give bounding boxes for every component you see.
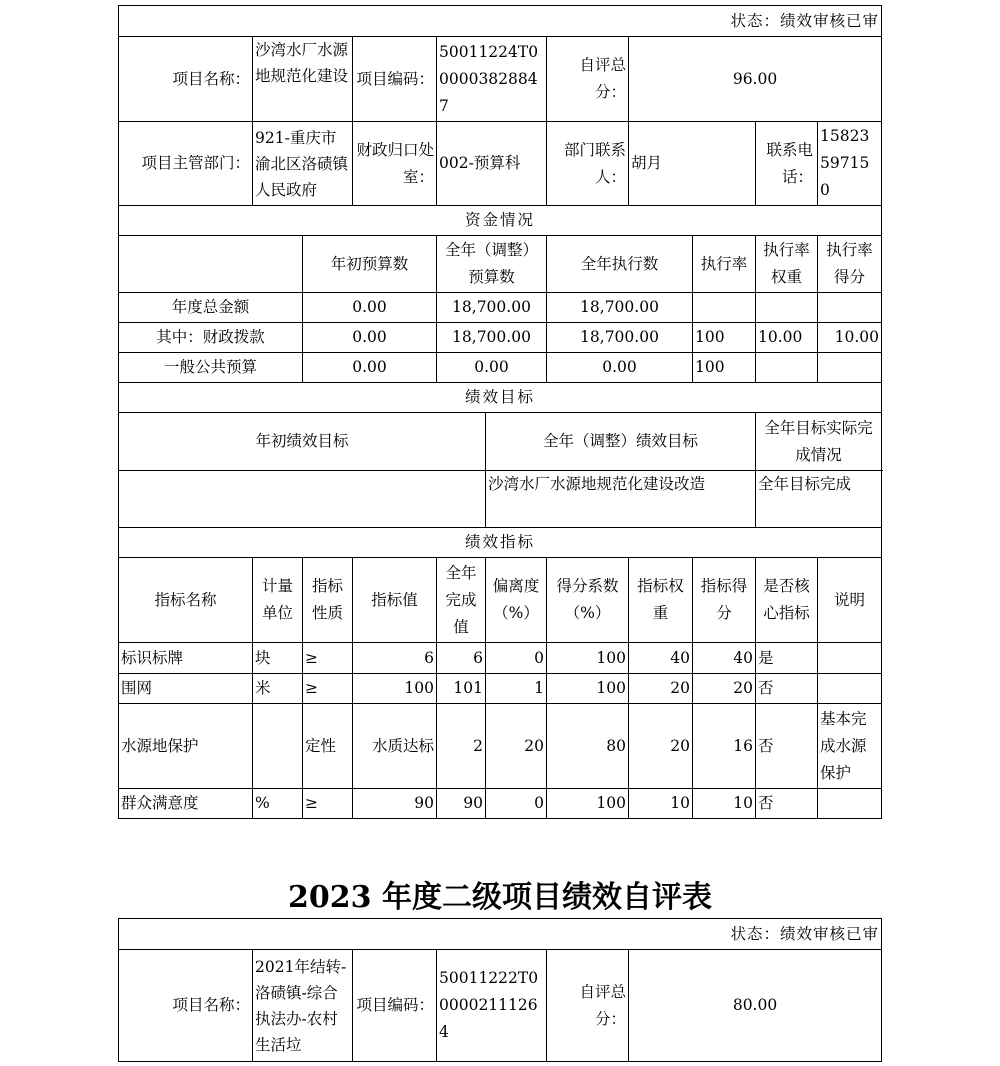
phone-label: 联系电话： <box>756 122 818 206</box>
ind-coef: 100 <box>547 643 629 674</box>
self-score-value: 96.00 <box>629 37 882 122</box>
funds-header-score: 执行率得分 <box>818 236 882 293</box>
goals-actual-value: 全年目标完成 <box>756 471 882 528</box>
funds-row-executed: 18,700.00 <box>547 293 693 323</box>
ind-coef: 100 <box>547 789 629 819</box>
funds-row <box>119 293 882 323</box>
self-score-label: 自评总分： <box>547 950 629 1062</box>
ind-weight: 10 <box>629 789 693 819</box>
ind-unit: 块 <box>253 643 303 674</box>
ind-deviation: 0 <box>486 789 547 819</box>
ind-header-deviation: 偏离度（%） <box>486 558 547 643</box>
ind-unit <box>253 704 303 789</box>
ind-name: 水源地保护 <box>119 704 253 789</box>
ind-score: 16 <box>693 704 756 789</box>
indicator-row <box>119 643 882 674</box>
funds-row-initial: 0.00 <box>303 293 437 323</box>
dept-label: 项目主管部门： <box>119 122 253 206</box>
funds-row-executed: 18,700.00 <box>547 323 693 353</box>
phone-value: 15823597150 <box>818 122 882 206</box>
funds-row-label: 一般公共预算 <box>119 353 303 383</box>
ind-note: 基本完成水源保护 <box>818 704 882 789</box>
ind-unit: 米 <box>253 674 303 704</box>
ind-target: 6 <box>353 643 437 674</box>
funds-row-weight <box>756 353 818 383</box>
funds-row-score <box>818 293 882 323</box>
funds-row-label: 年度总金额 <box>119 293 303 323</box>
ind-name: 标识标牌 <box>119 643 253 674</box>
ind-deviation: 20 <box>486 704 547 789</box>
goals-initial-value <box>119 471 486 528</box>
indicator-row <box>119 704 882 789</box>
ind-unit: % <box>253 789 303 819</box>
ind-header-core: 是否核心指标 <box>756 558 818 643</box>
goals-header-initial: 年初绩效目标 <box>119 413 486 471</box>
ind-header-target: 指标值 <box>353 558 437 643</box>
funds-row-initial: 0.00 <box>303 353 437 383</box>
project-code-value: 50011224T000003828847 <box>437 37 547 122</box>
funds-row-rate <box>693 293 756 323</box>
funds-header-adjusted: 全年（调整）预算数 <box>437 236 547 293</box>
funds-row-adjusted: 18,700.00 <box>437 323 547 353</box>
funds-header-weight: 执行率权重 <box>756 236 818 293</box>
ind-target: 水质达标 <box>353 704 437 789</box>
ind-header-note: 说明 <box>818 558 882 643</box>
goals-header-adjusted: 全年（调整）绩效目标 <box>486 413 756 471</box>
ind-actual: 90 <box>437 789 486 819</box>
ind-actual: 2 <box>437 704 486 789</box>
funds-row <box>119 323 882 353</box>
contact-person-value: 胡月 <box>629 122 756 206</box>
ind-header-coef: 得分系数（%） <box>547 558 629 643</box>
ind-header-weight: 指标权重 <box>629 558 693 643</box>
ind-target: 100 <box>353 674 437 704</box>
funds-header-executed: 全年执行数 <box>547 236 693 293</box>
funds-row-score <box>818 353 882 383</box>
funds-row-score: 10.00 <box>818 323 882 353</box>
ind-score: 10 <box>693 789 756 819</box>
ind-score: 40 <box>693 643 756 674</box>
ind-score: 20 <box>693 674 756 704</box>
project-name-value: 2021年结转-洛碛镇-综合执法办-农村生活垃 <box>253 950 353 1062</box>
self-score-label: 自评总分： <box>547 37 629 122</box>
indicator-row <box>119 674 882 704</box>
goals-adjusted-value: 沙湾水厂水源地规范化建设改造 <box>486 471 756 528</box>
funds-row-label: 其中：财政拨款 <box>119 323 303 353</box>
ind-weight: 20 <box>629 674 693 704</box>
ind-name: 围网 <box>119 674 253 704</box>
dept-value: 921-重庆市渝北区洛碛镇人民政府 <box>253 122 353 206</box>
ind-nature: ≥ <box>303 643 353 674</box>
ind-nature: 定性 <box>303 704 353 789</box>
funds-header-rate: 执行率 <box>693 236 756 293</box>
ind-deviation: 1 <box>486 674 547 704</box>
finance-office-value: 002-预算科 <box>437 122 547 206</box>
funds-header-initial: 年初预算数 <box>303 236 437 293</box>
ind-header-score: 指标得分 <box>693 558 756 643</box>
evaluation-table-2 <box>118 918 882 1062</box>
project-name-label: 项目名称： <box>119 950 253 1062</box>
ind-core: 否 <box>756 674 818 704</box>
ind-core: 是 <box>756 643 818 674</box>
project-name-label: 项目名称： <box>119 37 253 122</box>
project-name-value: 沙湾水厂水源地规范化建设 <box>253 37 353 122</box>
funds-row-rate: 100 <box>693 323 756 353</box>
ind-header-name: 指标名称 <box>119 558 253 643</box>
project-code-value: 50011222T000002111264 <box>437 950 547 1062</box>
ind-core: 否 <box>756 789 818 819</box>
funds-row-weight <box>756 293 818 323</box>
funds-section-title: 资金情况 <box>119 206 882 236</box>
funds-row-weight: 10.00 <box>756 323 818 353</box>
indicator-row <box>119 789 882 819</box>
ind-target: 90 <box>353 789 437 819</box>
ind-actual: 6 <box>437 643 486 674</box>
self-score-value: 80.00 <box>629 950 882 1062</box>
ind-note <box>818 643 882 674</box>
contact-person-label: 部门联系人： <box>547 122 629 206</box>
ind-weight: 20 <box>629 704 693 789</box>
project-code-label: 项目编码： <box>353 950 437 1062</box>
goals-header-actual: 全年目标实际完成情况 <box>756 413 882 471</box>
funds-row <box>119 353 882 383</box>
evaluation-table-1 <box>118 5 882 819</box>
ind-nature: ≥ <box>303 789 353 819</box>
funds-row-adjusted: 18,700.00 <box>437 293 547 323</box>
ind-note <box>818 674 882 704</box>
project-code-label: 项目编码： <box>353 37 437 122</box>
ind-deviation: 0 <box>486 643 547 674</box>
finance-office-label: 财政归口处室： <box>353 122 437 206</box>
indicators-section-title: 绩效指标 <box>119 528 882 558</box>
ind-header-nature: 指标性质 <box>303 558 353 643</box>
status-text: 状态：绩效审核已审 <box>119 919 882 950</box>
ind-header-actual: 全年完成值 <box>437 558 486 643</box>
ind-header-unit: 计量单位 <box>253 558 303 643</box>
ind-actual: 101 <box>437 674 486 704</box>
ind-name: 群众满意度 <box>119 789 253 819</box>
funds-row-initial: 0.00 <box>303 323 437 353</box>
ind-core: 否 <box>756 704 818 789</box>
funds-row-executed: 0.00 <box>547 353 693 383</box>
ind-note <box>818 789 882 819</box>
status-text: 状态：绩效审核已审 <box>119 6 882 37</box>
ind-coef: 100 <box>547 674 629 704</box>
funds-header-blank <box>119 236 303 293</box>
ind-weight: 40 <box>629 643 693 674</box>
page-title: 2023 年度二级项目绩效自评表 <box>288 880 712 915</box>
funds-row-adjusted: 0.00 <box>437 353 547 383</box>
ind-nature: ≥ <box>303 674 353 704</box>
ind-coef: 80 <box>547 704 629 789</box>
goals-section-title: 绩效目标 <box>119 383 882 413</box>
funds-row-rate: 100 <box>693 353 756 383</box>
